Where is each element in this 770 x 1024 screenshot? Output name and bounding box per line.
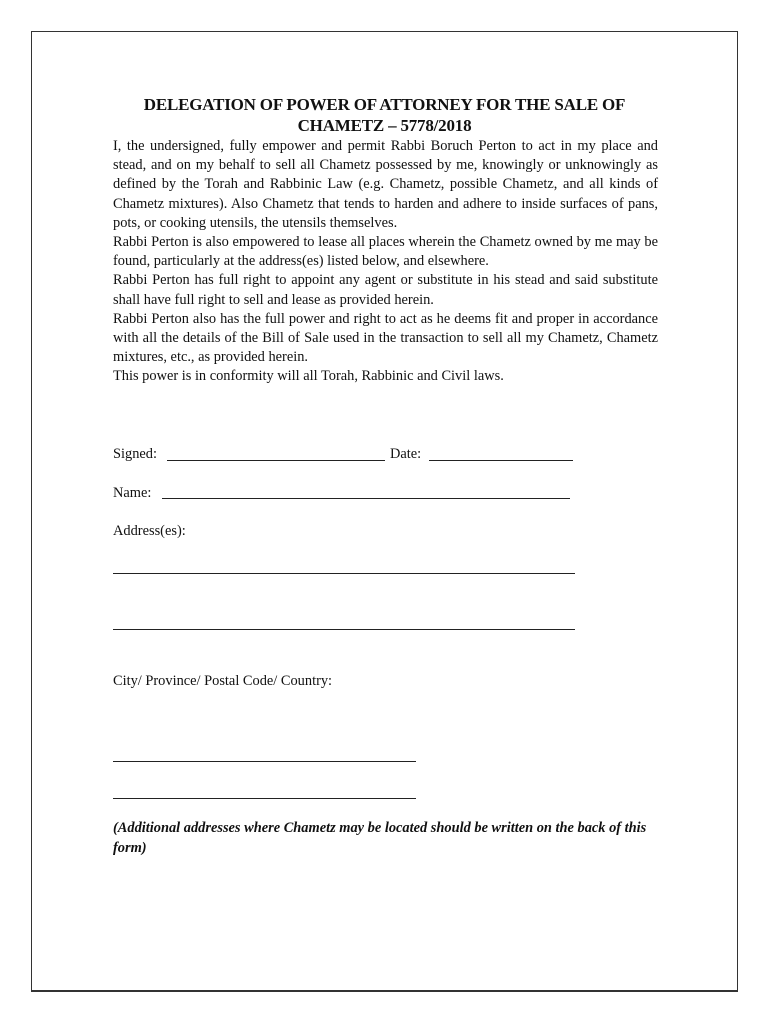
- city-line-1[interactable]: [113, 761, 416, 762]
- date-line[interactable]: [429, 460, 573, 461]
- paragraph-lease: Rabbi Perton is also empowered to lease all places wherein the Chametz owned by me may be found, particularly at the address(es) listed below, and elsewhere.: [113, 234, 658, 270]
- signature-line[interactable]: [167, 460, 385, 461]
- address-label: Address(es):: [113, 523, 186, 539]
- title-line-1: DELEGATION OF POWER OF ATTORNEY FOR THE SALE OF: [143, 95, 626, 114]
- name-label: Name:: [113, 485, 152, 501]
- date-label: Date:: [390, 446, 422, 462]
- city-label: City/ Province/ Postal Code/ Country:: [113, 673, 333, 689]
- title-line-2: CHAMETZ – 5778/2018: [297, 116, 472, 135]
- document-body: [113, 137, 658, 387]
- additional-addresses-note: (Additional addresses where Chametz may be located should be written on the back of this form): [113, 820, 647, 856]
- address-line-2[interactable]: [113, 629, 575, 630]
- paragraph-conformity: This power is in conformity will all Torah, Rabbinic and Civil laws.: [113, 368, 504, 385]
- paragraph-agent: Rabbi Perton has full right to appoint any agent or substitute in his stead and said substitute shall have full right to sell and lease as provided herein.: [113, 272, 658, 308]
- signed-label: Signed:: [113, 446, 157, 462]
- paragraph-power: Rabbi Perton also has the full power and right to act as he deems fit and proper in accordance with all the details of the Bill of Sale used in the transaction to sell all my Chametz, Chametz mixtures, etc., as provided herein.: [113, 310, 658, 366]
- address-line-1[interactable]: [113, 573, 575, 574]
- paragraph-delegation: I, the undersigned, fully empower and permit Rabbi Boruch Perton to act in my place and stead, and on my behalf to sell all Chametz possessed by me, knowingly or unknowingly as defined by the Torah and Rabbinic Law (e.g. Chametz, possible Chametz, and all kinds of Chametz mixtures). Also Chametz that tends to harden and adhere to inside surfaces of pans, pots, or cooking utensils, the utensils themselves.: [113, 138, 658, 231]
- city-line-2[interactable]: [113, 798, 416, 799]
- document-page: [31, 31, 738, 992]
- document-title: [32, 94, 737, 136]
- name-line[interactable]: [162, 498, 570, 499]
